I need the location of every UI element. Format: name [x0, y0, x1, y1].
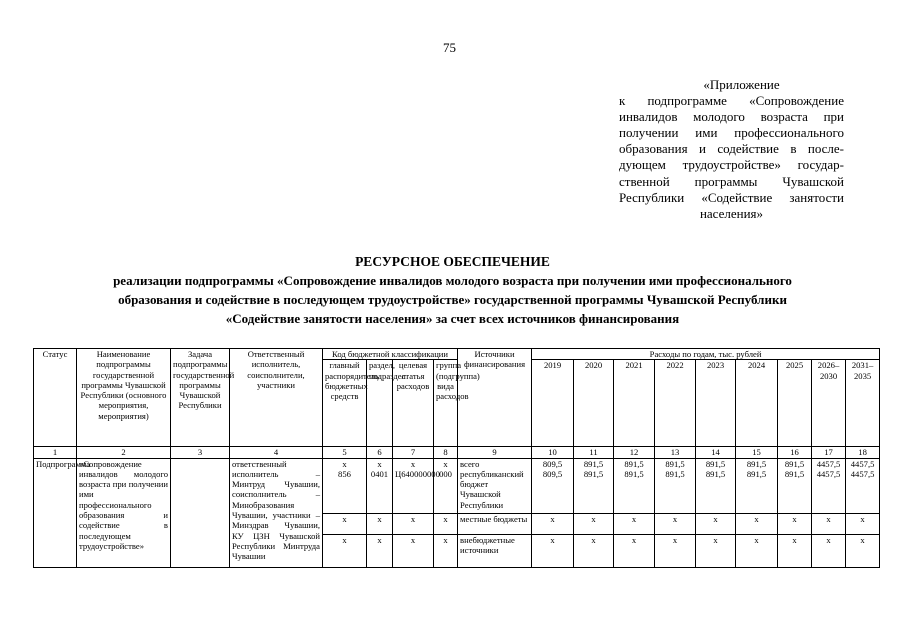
header-sources: Источники финансирования [458, 349, 532, 447]
value-cell: x [846, 534, 880, 567]
code-cell: 856 [323, 469, 367, 514]
column-number: 14 [696, 447, 736, 458]
code-cell: x [367, 534, 393, 567]
code-cell: x [323, 534, 367, 567]
column-number-row [34, 447, 880, 458]
document-title [60, 252, 845, 328]
value-cell: x [655, 513, 696, 534]
column-number: 13 [655, 447, 696, 458]
title-line: образования и содействие в последующем трудоустройстве» государственной программы Чувашской Республики [118, 292, 787, 307]
header-year: 2022 [655, 360, 696, 447]
code-cell: x [393, 458, 434, 469]
value-cell: x [812, 534, 846, 567]
header-year: 2031–2035 [846, 360, 880, 447]
value-cell: x [736, 534, 778, 567]
value-cell: 891,5 [778, 458, 812, 469]
value-cell: x [532, 513, 574, 534]
value-cell: x [574, 534, 614, 567]
value-cell: 4457,5 [846, 469, 880, 514]
value-cell: 891,5 [696, 458, 736, 469]
value-cell: 891,5 [736, 458, 778, 469]
appendix-line: к подпрограмме «Сопровождение [619, 93, 844, 109]
column-number: 17 [812, 447, 846, 458]
value-cell: 4457,5 [812, 469, 846, 514]
code-cell: 000 [434, 469, 458, 514]
value-cell: 809,5 [532, 458, 574, 469]
value-cell: 891,5 [736, 469, 778, 514]
header-task: Задача подпрограммы государственной программы Чувашской Республики [171, 349, 230, 447]
source-cell: внебюджетные источники [458, 534, 532, 567]
column-number: 12 [614, 447, 655, 458]
resource-table [33, 348, 880, 568]
appendix-line: инвалидов молодого возраста при [619, 109, 844, 125]
value-cell: 891,5 [655, 469, 696, 514]
value-cell: x [696, 534, 736, 567]
value-cell: x [736, 513, 778, 534]
page-number: 75 [443, 40, 456, 55]
code-cell: x [323, 513, 367, 534]
header-chief-manager: главный распорядитель бюджетных средств [323, 360, 367, 447]
value-cell: 891,5 [696, 469, 736, 514]
appendix-line: ственной программы Чувашской [619, 173, 844, 189]
code-cell: x [434, 534, 458, 567]
column-number: 10 [532, 447, 574, 458]
appendix-line: дующем трудоустройстве» государ- [619, 157, 844, 173]
value-cell: x [696, 513, 736, 534]
appendix-note [619, 77, 844, 222]
subprogram-name-cell: «Сопровождение инвалидов молодого возраста при получении ими профессионального образования и содействие в последующем трудоустройстве» [77, 458, 171, 567]
header-year: 2025 [778, 360, 812, 447]
value-cell: x [574, 513, 614, 534]
header-name: Наименование подпрограммы государственной программы Чувашской Республики (основного мероприятия, мероприятия) [77, 349, 171, 447]
value-cell: 4457,5 [812, 458, 846, 469]
source-cell: республиканский бюджет Чувашской Республики [458, 469, 532, 514]
title-line: реализации подпрограммы «Сопровождение инвалидов молодого возраста при получении ими профессионального [113, 273, 792, 288]
appendix-line: населения» [699, 205, 764, 221]
value-cell: x [778, 534, 812, 567]
header-year: 2024 [736, 360, 778, 447]
code-cell: Ц640000000 [393, 469, 434, 514]
header-target-item: целевая статья расходов [393, 360, 434, 447]
header-year: 2021 [614, 360, 655, 447]
column-number: 9 [458, 447, 532, 458]
column-number: 4 [230, 447, 323, 458]
value-cell: 891,5 [614, 458, 655, 469]
value-cell: 891,5 [614, 469, 655, 514]
header-year: 2026–2030 [812, 360, 846, 447]
title-line: «Содействие занятости населения» за счет всех источников финансирования [225, 311, 680, 326]
header-expenses: Расходы по годам, тыс. рублей [532, 349, 880, 360]
code-cell: x [323, 458, 367, 469]
value-cell: 891,5 [778, 469, 812, 514]
column-number: 18 [846, 447, 880, 458]
value-cell: 891,5 [574, 469, 614, 514]
appendix-line: получении ими профессионального [619, 125, 844, 141]
source-cell: всего [458, 458, 532, 469]
column-number: 1 [34, 447, 77, 458]
column-number: 2 [77, 447, 171, 458]
value-cell: x [778, 513, 812, 534]
value-cell: 891,5 [574, 458, 614, 469]
value-cell: x [812, 513, 846, 534]
header-year: 2019 [532, 360, 574, 447]
code-cell: x [393, 534, 434, 567]
table-row [34, 458, 880, 469]
header-year: 2020 [574, 360, 614, 447]
value-cell: x [846, 513, 880, 534]
value-cell: 891,5 [655, 458, 696, 469]
header-expense-group: группа (подгруппа) вида расходов [434, 360, 458, 447]
source-cell: местные бюджеты [458, 513, 532, 534]
task-cell [171, 458, 230, 567]
header-responsible: Ответственный исполнитель, соисполнители, участники [230, 349, 323, 447]
column-number: 7 [393, 447, 434, 458]
appendix-line: «Приложение [703, 77, 780, 92]
value-cell: x [614, 534, 655, 567]
header-year: 2023 [696, 360, 736, 447]
column-number: 15 [736, 447, 778, 458]
appendix-line: Республики «Содействие занятости [619, 189, 844, 205]
code-cell: x [367, 458, 393, 469]
column-number: 16 [778, 447, 812, 458]
column-number: 8 [434, 447, 458, 458]
header-section: раздел, подраздел [367, 360, 393, 447]
column-number: 6 [367, 447, 393, 458]
value-cell: x [614, 513, 655, 534]
code-cell: x [367, 513, 393, 534]
appendix-line: образования и содействие в после- [619, 141, 844, 157]
header-budget-code: Код бюджетной классификации [323, 349, 458, 360]
code-cell: 0401 [367, 469, 393, 514]
code-cell: x [434, 458, 458, 469]
code-cell: x [393, 513, 434, 534]
value-cell: x [655, 534, 696, 567]
value-cell: 4457,5 [846, 458, 880, 469]
header-status: Статус [34, 349, 77, 447]
title-main: РЕСУРСНОЕ ОБЕСПЕЧЕНИЕ [355, 254, 550, 269]
code-cell: x [434, 513, 458, 534]
status-cell: Подпрограмма [34, 458, 77, 567]
responsible-cell: ответственный исполнитель – Минтруд Чувашии, соисполнитель – Минобразования Чувашии, участники – Минздрав Чувашии, КУ ЦЗН Чувашской Республики Минтруда Чувашии [230, 458, 323, 567]
value-cell: 809,5 [532, 469, 574, 514]
header-row [34, 349, 880, 360]
value-cell: x [532, 534, 574, 567]
column-number: 5 [323, 447, 367, 458]
column-number: 11 [574, 447, 614, 458]
column-number: 3 [171, 447, 230, 458]
